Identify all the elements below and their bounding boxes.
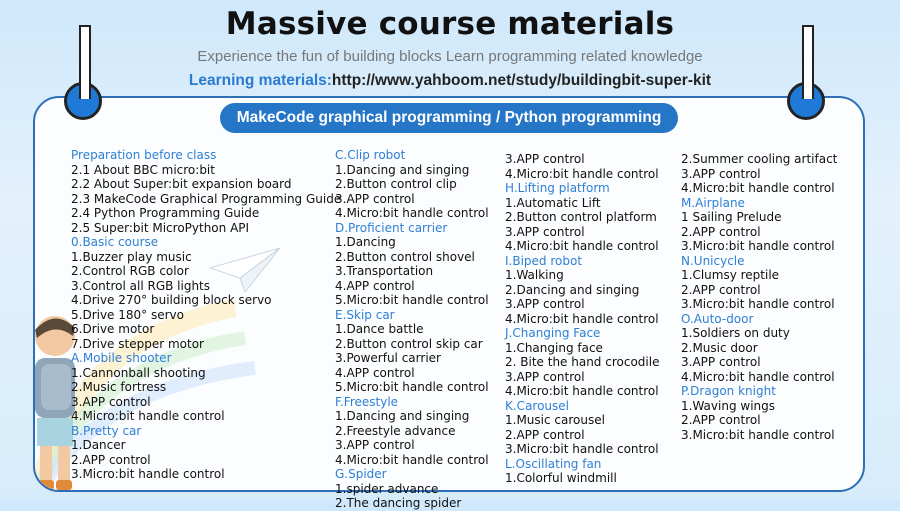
binder-ring-right-icon [787,82,825,120]
lesson-item: 2.3 MakeCode Graphical Programming Guide [71,191,342,206]
lesson-item: 7.Drive stepper motor [71,336,204,351]
course-section-heading: E.Skip car [335,307,395,322]
course-section-heading: C.Clip robot [335,148,406,162]
lesson-item: 3.APP control [505,297,585,311]
course-section-heading: F.Freestyle [335,394,399,409]
lesson-item: 3.Micro:bit handle control [681,297,835,311]
lesson-item: 2.The dancing spider [335,496,462,510]
course-section-heading: B.Pretty car [71,423,142,438]
lesson-item: 4.Micro:bit handle control [681,369,835,384]
learning-materials [0,72,900,90]
lesson-item: 3.Micro:bit handle control [681,427,835,442]
lesson-item: 2.Button control skip car [335,336,483,351]
course-section-heading: P.Dragon knight [681,384,776,398]
page-title: Massive course materials [225,6,675,42]
lesson-item: 2.Button control clip [335,177,457,191]
lesson-item: 2.APP control [505,427,585,442]
lesson-item: 3.Transportation [335,264,434,278]
course-section-heading: N.Unicycle [681,253,745,268]
lesson-item: 2.Button control platform [505,210,657,224]
course-section-heading: H.Lifting platform [505,181,610,195]
lesson-item: 1.Changing face [505,340,603,355]
course-column-3 [505,152,659,486]
lesson-item: 2.Dancing and singing [505,282,640,297]
lesson-item: 1.Cannonball shooting [71,365,206,380]
lesson-item: 1 Sailing Prelude [681,210,782,224]
lesson-item: 1.Automatic Lift [505,195,601,210]
lesson-item: 4.APP control [335,365,415,380]
course-section-heading: L.Oscillating fan [505,456,602,471]
course-column-2 [335,148,489,511]
course-section-heading: D.Proficient carrier [335,220,448,235]
lesson-item: 1.Dance battle [335,322,424,336]
learning-materials-link[interactable]: http://www.yahboom.net/study/buildingbit-super-kit [331,72,712,89]
lesson-item: 4.Micro:bit handle control [505,311,659,326]
lesson-item: 3.APP control [505,152,585,166]
binder-ring-left-icon [64,82,102,120]
lesson-item: 3.Micro:bit handle control [71,467,225,481]
lesson-item: 2.Control RGB color [71,264,189,278]
lesson-item: 2.Music fortress [71,380,167,394]
lesson-item: 3.APP control [71,394,151,409]
lesson-item: 4.Micro:bit handle control [71,409,225,423]
lesson-item: 2.APP control [681,282,761,297]
binder-clip-right [802,25,814,99]
lesson-item: 3.APP control [335,191,415,206]
course-section-heading: Preparation before class [71,148,217,162]
course-section-heading: J.Changing Face [505,326,601,340]
lesson-item: 2.5 Super:bit MicroPython API [71,220,250,235]
lesson-item: 3.Micro:bit handle control [681,239,835,253]
lesson-item: 1.Walking [505,268,564,282]
page-subtitle: Experience the fun of building blocks Learn programming related knowledge [197,48,703,65]
lesson-item: 4.Drive 270° building block servo [71,293,272,307]
course-section-heading: K.Carousel [505,398,570,413]
course-section-heading: M.Airplane [681,195,745,210]
lesson-item: 3.APP control [681,166,761,181]
course-column-1 [71,148,341,482]
programming-type-banner: MakeCode graphical programming / Python programming [220,103,678,133]
lesson-item: 1.Soldiers on duty [681,326,790,340]
course-section-heading: O.Auto-door [681,311,754,326]
lesson-item: 2.APP control [681,224,761,239]
lesson-item: 2.4 Python Programming Guide [71,206,260,220]
lesson-item: 3.Micro:bit handle control [505,442,659,456]
lesson-item: 1.Dancing and singing [335,162,470,177]
lesson-item: 1.Dancing [335,235,396,249]
lesson-item: 3.Powerful carrier [335,351,441,365]
lesson-item: 1.spider advance [335,481,439,496]
lesson-item: 1.Dancer [71,438,126,452]
lesson-item: 4.Micro:bit handle control [505,384,659,398]
lesson-item: 6.Drive motor [71,322,155,336]
course-column-4 [681,152,837,442]
lesson-item: 1.Buzzer play music [71,249,192,264]
lesson-item: 1.Dancing and singing [335,409,470,423]
lesson-item: 2.Button control shovel [335,249,475,264]
course-section-heading: I.Biped robot [505,253,583,268]
lesson-item: 1.Colorful windmill [505,471,617,485]
lesson-item: 2.2 About Super:bit expansion board [71,177,292,191]
lesson-item: 4.Micro:bit handle control [681,181,835,195]
lesson-item: 2.Summer cooling artifact [681,152,838,166]
learning-materials-label: Learning materials: [188,72,332,89]
lesson-item: 3.APP control [681,355,761,369]
lesson-item: 3.APP control [505,224,585,239]
lesson-item: 4.Micro:bit handle control [505,166,659,181]
lesson-item: 1.Music carousel [505,413,605,427]
lesson-item: 5.Micro:bit handle control [335,293,489,307]
lesson-item: 2. Bite the hand crocodile [505,355,660,369]
lesson-item: 5.Micro:bit handle control [335,380,489,394]
lesson-item: 2.1 About BBC micro:bit [71,162,215,177]
course-section-heading: G.Spider [335,467,387,481]
binder-clip-left [79,25,91,99]
lesson-item: 1.Clumsy reptile [681,268,780,282]
lesson-item: 4.Micro:bit handle control [335,206,489,220]
lesson-item: 2.Music door [681,340,758,355]
lesson-item: 4.Micro:bit handle control [335,452,489,467]
lesson-item: 3.APP control [335,438,415,452]
course-section-heading: 0.Basic course [71,235,159,249]
lesson-item: 2.Freestyle advance [335,423,456,438]
lesson-item: 5.Drive 180° servo [71,307,184,322]
lesson-item: 3.APP control [505,369,585,384]
lesson-item: 2.APP control [681,413,761,427]
lesson-item: 3.Control all RGB lights [71,278,211,293]
lesson-item: 4.Micro:bit handle control [505,239,659,253]
lesson-item: 2.APP control [71,452,151,467]
lesson-item: 1.Waving wings [681,398,775,413]
course-section-heading: A.Mobile shooter [71,351,172,365]
lesson-item: 4.APP control [335,278,415,293]
